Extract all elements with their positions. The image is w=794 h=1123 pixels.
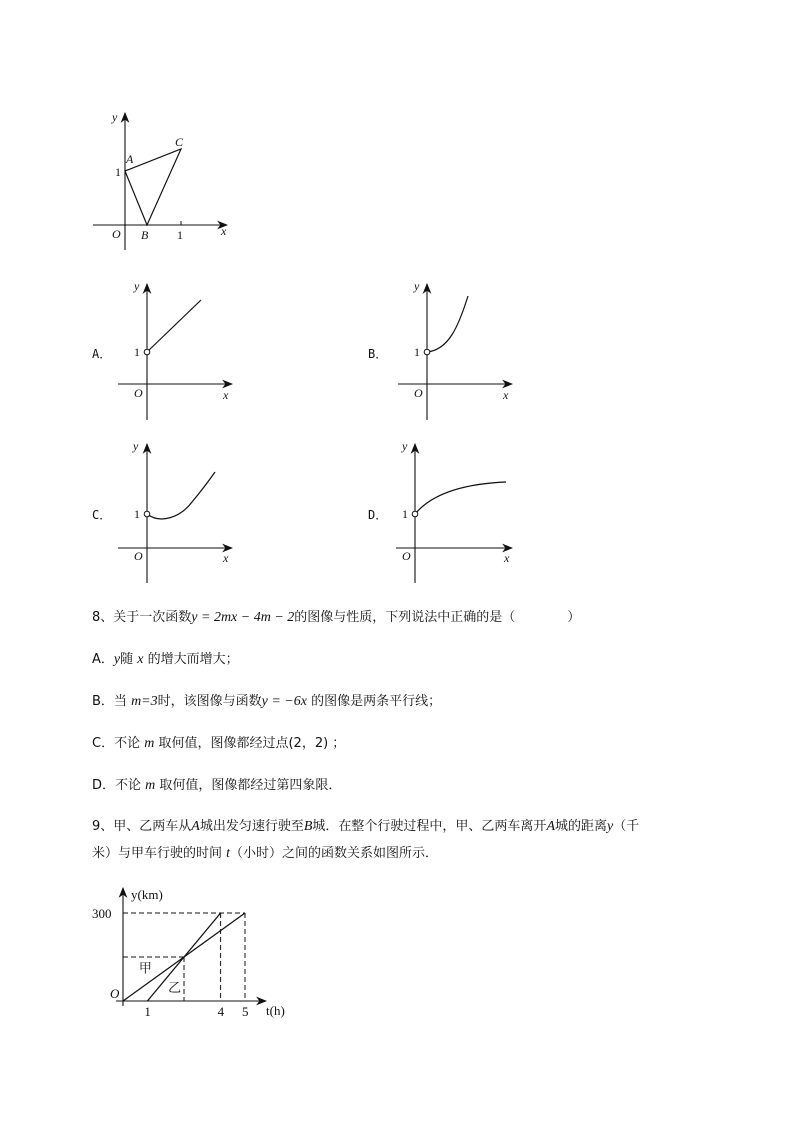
q9-l1-B: B bbox=[303, 819, 313, 834]
q8-d-suffix: 取何值，图像都经过第四象限． bbox=[159, 778, 342, 793]
option-a-graph bbox=[110, 278, 240, 423]
q8-a-suffix: 的增大而增大； bbox=[147, 652, 239, 667]
q8-suffix: 的图像与性质，下列说法中正确的是（ bbox=[294, 610, 516, 625]
open-point bbox=[424, 349, 430, 355]
q9-l2-b: （小时）之间的函数关系如图所示． bbox=[230, 846, 439, 861]
y-tick-300: 300 bbox=[92, 906, 112, 921]
option-c-letter: C． bbox=[92, 508, 112, 522]
option-d-graph bbox=[388, 438, 523, 586]
open-point bbox=[412, 511, 418, 517]
origin-label: O bbox=[402, 549, 411, 563]
origin-label: O bbox=[112, 227, 121, 241]
q8-b-suffix: 的图像是两条平行线； bbox=[311, 694, 442, 709]
x-axis-label: t(h) bbox=[266, 1003, 285, 1018]
q8-d-prefix: D．不论 bbox=[92, 778, 142, 793]
triangle-abc bbox=[125, 149, 181, 225]
origin-label: O bbox=[110, 986, 120, 1001]
curve bbox=[147, 472, 215, 519]
origin-label: O bbox=[134, 386, 143, 400]
tick-x-1-label: 1 bbox=[177, 228, 183, 242]
open-point bbox=[144, 349, 150, 355]
tick-label: 1 bbox=[414, 345, 420, 359]
q8-b-prefix: B．当 bbox=[92, 694, 127, 709]
series-label-jia: 甲 bbox=[138, 960, 152, 976]
q8-prefix: 8、关于一次函数 bbox=[92, 610, 192, 625]
tick-label: 1 bbox=[134, 507, 140, 521]
open-point bbox=[144, 511, 150, 517]
q8-b-formula: y = −6x bbox=[261, 694, 307, 709]
q9-l1-e: （千 bbox=[613, 819, 640, 834]
curve bbox=[147, 300, 201, 352]
q9-stem-line1 bbox=[92, 815, 639, 835]
point-b-label: B bbox=[141, 228, 149, 242]
origin-label: O bbox=[414, 386, 423, 400]
y-axis-label: y(km) bbox=[131, 887, 163, 902]
tick-label: 1 bbox=[402, 507, 408, 521]
q9-l1-c: 城．在整个行驶过程中，甲、乙两车离开 bbox=[312, 819, 547, 834]
q8-a-prefix: A． bbox=[92, 652, 114, 667]
option-b-graph bbox=[390, 278, 520, 423]
curve bbox=[415, 482, 506, 514]
x-tick-1: 1 bbox=[144, 1004, 151, 1019]
y-axis-label: y bbox=[112, 110, 118, 124]
q9-l2-t: t bbox=[226, 846, 231, 861]
q8-d-var: m bbox=[145, 778, 156, 793]
y-label: y bbox=[414, 279, 420, 293]
series-label-yi: 乙 bbox=[168, 980, 182, 996]
curve bbox=[427, 296, 468, 352]
x-label: x bbox=[223, 388, 229, 402]
q8-b-mid: 时，该图像与函数 bbox=[157, 694, 262, 709]
x-tick-5: 5 bbox=[242, 1004, 249, 1019]
y-label: y bbox=[134, 279, 140, 293]
q8-a-var1: y bbox=[113, 652, 121, 667]
y-label: y bbox=[402, 439, 408, 453]
x-label: x bbox=[503, 388, 509, 402]
q9-l1-b: 城出发匀速行驶至 bbox=[199, 819, 304, 834]
q9-l2-a: 米）与甲车行驶的时间 bbox=[92, 846, 223, 861]
q8-option-c bbox=[92, 732, 345, 752]
x-axis-label: x bbox=[221, 224, 227, 238]
q8-formula: y = 2mx − 4m − 2 bbox=[191, 610, 295, 625]
q9-l1-a: 9、甲、乙两车从 bbox=[92, 819, 192, 834]
q8-end: ） bbox=[567, 610, 581, 625]
x-tick-4: 4 bbox=[217, 1004, 225, 1019]
origin-label: O bbox=[134, 549, 143, 563]
q8-stem bbox=[92, 606, 580, 626]
q8-c-prefix: C．不论 bbox=[92, 736, 141, 751]
q8-option-a bbox=[92, 648, 239, 668]
q8-option-b bbox=[92, 690, 441, 710]
q9-l1-A2: A bbox=[546, 819, 555, 834]
x-label: x bbox=[504, 551, 510, 565]
x-label: x bbox=[223, 551, 229, 565]
point-a-label: A bbox=[126, 152, 134, 166]
option-a-letter: A． bbox=[92, 347, 112, 361]
option-d-letter: D． bbox=[368, 508, 388, 522]
q8-c-suffix: 取何值，图像都经过点(2，2) ； bbox=[158, 736, 346, 751]
option-b-letter: B． bbox=[368, 347, 388, 361]
q8-a-mid: 随 bbox=[120, 652, 134, 667]
tick-label: 1 bbox=[134, 345, 140, 359]
q8-option-d bbox=[92, 774, 341, 794]
q9-l1-y: y bbox=[607, 819, 614, 834]
triangle-figure bbox=[85, 105, 245, 255]
q9-l1-d: 城的距离 bbox=[555, 819, 608, 834]
y-label: y bbox=[133, 439, 139, 453]
option-c-graph bbox=[110, 438, 240, 586]
q9-l1-A: A bbox=[191, 819, 200, 834]
q8-a-var2: x bbox=[137, 652, 144, 667]
q8-b-cond: m=3 bbox=[131, 694, 158, 709]
q8-c-var: m bbox=[144, 736, 155, 751]
distance-time-chart bbox=[92, 880, 302, 1020]
point-c-label: C bbox=[175, 135, 184, 149]
tick-y-1-label: 1 bbox=[115, 165, 121, 179]
q9-stem-line2 bbox=[92, 842, 438, 862]
